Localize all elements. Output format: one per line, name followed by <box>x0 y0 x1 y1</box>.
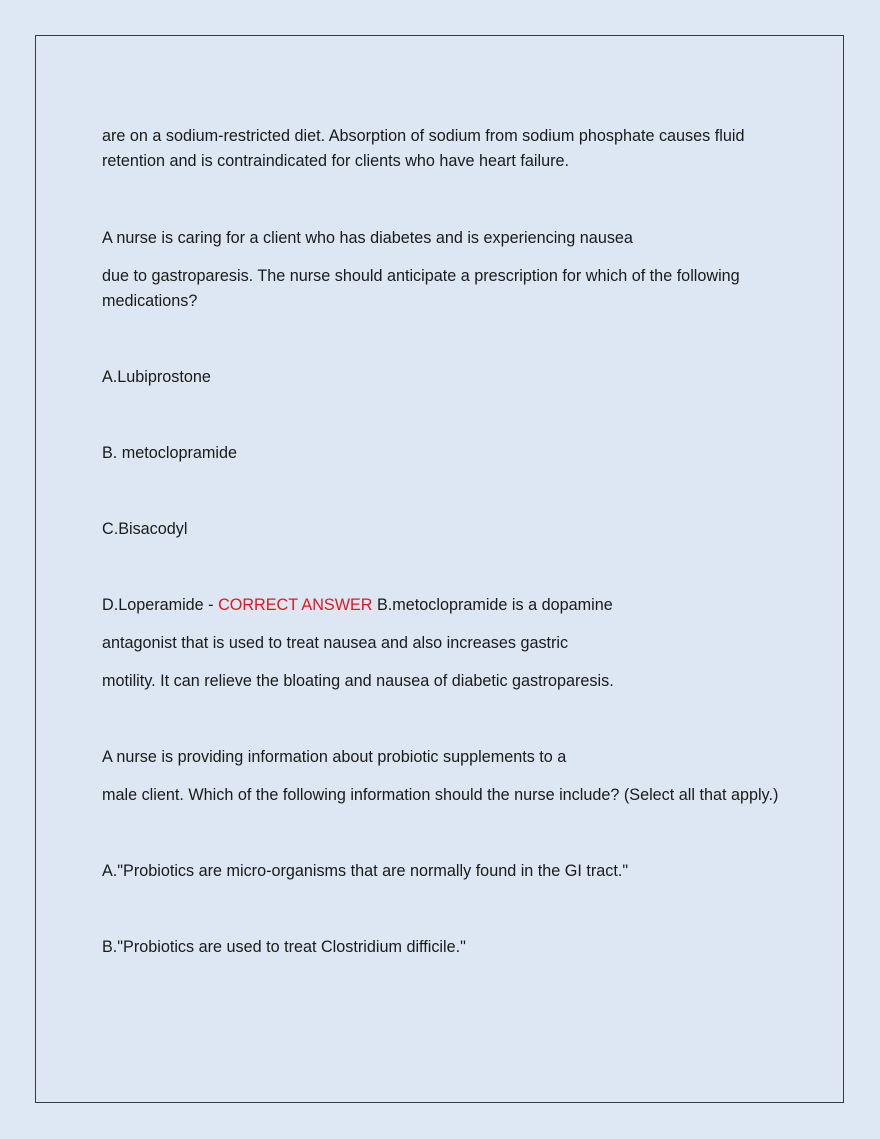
explanation-line2: motility. It can relieve the bloating and nausea of diabetic gastroparesis. <box>102 672 614 690</box>
paragraph-sodium-restriction: are on a sodium-restricted diet. Absorption of sodium from sodium phosphate causes fluid retention and is contraindicated for clients who have heart failure. <box>102 127 745 170</box>
option-a-lubiprostone: A.Lubiprostone <box>102 368 211 386</box>
correct-answer-label: CORRECT ANSWER <box>218 596 373 614</box>
document-body <box>102 124 792 960</box>
question1-line2: due to gastroparesis. The nurse should anticipate a prescription for which of the following medications? <box>102 267 740 310</box>
option-d-loperamide: D.Loperamide - <box>102 596 219 614</box>
question2-option-b: B."Probiotics are used to treat Clostridium difficile." <box>102 938 466 956</box>
question2-line1: A nurse is providing information about probiotic supplements to a <box>102 748 567 766</box>
option-b-metoclopramide: B. metoclopramide <box>102 444 237 462</box>
question2-line2: male client. Which of the following information should the nurse include? (Select all that apply.) <box>102 786 779 804</box>
option-c-bisacodyl: C.Bisacodyl <box>102 520 188 538</box>
question1-line1: A nurse is caring for a client who has diabetes and is experiencing nausea <box>102 229 633 247</box>
option-d-answer-line <box>102 593 792 618</box>
explanation-line1: antagonist that is used to treat nausea and also increases gastric <box>102 634 569 652</box>
question2-option-a: A."Probiotics are micro-organisms that are normally found in the GI tract." <box>102 862 629 880</box>
answer-explanation-start: B.metoclopramide is a dopamine <box>372 596 613 614</box>
